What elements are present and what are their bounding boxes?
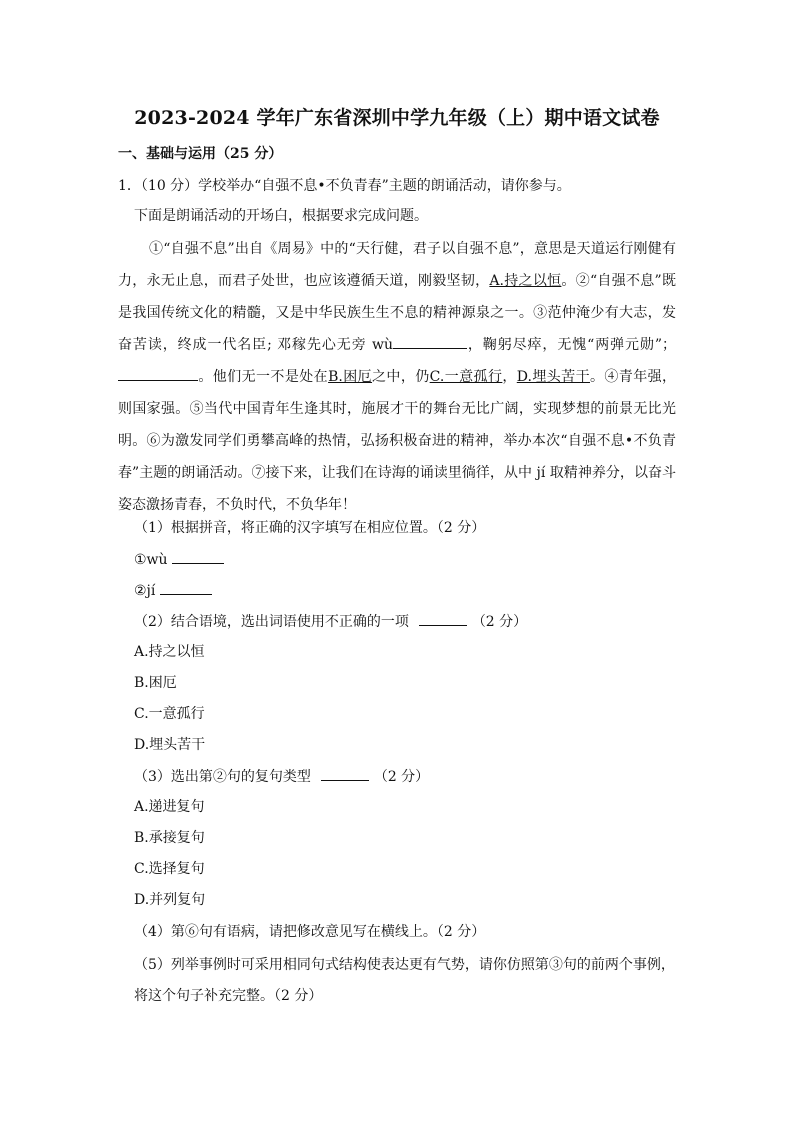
option[interactable]: A.持之以恒 bbox=[134, 644, 205, 660]
sub-question-2 bbox=[134, 611, 527, 632]
answer-blank[interactable] bbox=[321, 766, 369, 781]
option[interactable]: D.埋头苦干 bbox=[134, 737, 206, 753]
sub-question-text: （3）选出第②句的复句类型 bbox=[134, 769, 311, 785]
passage-part: 。④青年强，则国家强。⑤当代中国青年生逢其时，施展才干的舞台无比广阔，实现梦想的前景无比光明。⑥为激发同学们勇攀高峰的热情，弘扬积极奋进的精神，举办本次“自强不息•不负青春”主题的朗诵活动。⑦接下来，让我们在诗海的诵读里徜徉，从中 jí 取精神养分，以奋斗姿态激扬青春，不负时代，不负华年！ bbox=[118, 369, 677, 513]
fill-blank[interactable] bbox=[393, 334, 467, 349]
pinyin-label: ①wù bbox=[134, 552, 168, 568]
sub-question-5-cont: 将这个句子补充完整。（2 分） bbox=[134, 988, 323, 1004]
sub-question-text: （2）结合语境，选出词语使用不正确的一项 bbox=[134, 614, 409, 630]
answer-line-ji bbox=[134, 580, 212, 601]
option-c-underlined: C.一意孤行 bbox=[429, 369, 503, 385]
option[interactable]: D.并列复句 bbox=[134, 892, 206, 908]
pinyin-label: ②jí bbox=[134, 583, 156, 599]
question-intro: 下面是朗诵活动的开场白，根据要求完成问题。 bbox=[134, 208, 428, 224]
answer-blank[interactable] bbox=[160, 580, 212, 595]
score: （2 分） bbox=[471, 614, 528, 630]
passage-part: 。②“自强不息”既是我国传统文化的精髓，又是中华民族生生不息的精神源泉之一。③范仲淹少有大志，发奋苦读，终成一代名臣; 邓稼先心无旁 wù bbox=[118, 273, 676, 353]
option[interactable]: A.递进复句 bbox=[134, 799, 205, 815]
answer-blank[interactable] bbox=[419, 611, 467, 626]
passage-part: 之中，仍 bbox=[372, 369, 430, 385]
answer-line-wu bbox=[134, 549, 224, 570]
section-heading: 一、基础与运用（25 分） bbox=[118, 146, 283, 162]
option[interactable]: C.一意孤行 bbox=[134, 706, 205, 722]
passage bbox=[118, 233, 676, 521]
passage-part: ，鞠躬尽瘁，无愧“两弹元勋”； bbox=[466, 337, 676, 353]
sub-question-4: （4）第⑥句有语病，请把修改意见写在横线上。（2 分） bbox=[134, 924, 486, 940]
passage-part: 。他们无一不是处在 bbox=[198, 369, 329, 385]
option-b-underlined: B.困厄 bbox=[328, 369, 373, 385]
sub-question-5: （5）列举事例时可采用相同句式结构使表达更有气势，请你仿照第③句的前两个事例， bbox=[134, 957, 675, 973]
answer-blank[interactable] bbox=[172, 549, 224, 564]
score: （2 分） bbox=[373, 769, 430, 785]
option[interactable]: B.困厄 bbox=[134, 675, 177, 691]
exam-title: 2023-2024 学年广东省深圳中学九年级（上）期中语文试卷 bbox=[134, 107, 660, 129]
passage-part: ①“自强不息”出自《周易》中的“天行健，君子以自强不息”，意思是天道运行刚健有力，永无止息，而君子处世，也应该遵循天道，刚毅坚韧， bbox=[118, 241, 676, 289]
option-a-underlined: A.持之以恒 bbox=[489, 273, 562, 289]
fill-blank[interactable] bbox=[118, 366, 198, 381]
sub-question-1: （1）根据拼音，将正确的汉字填写在相应位置。（2 分） bbox=[134, 520, 486, 536]
option-d-underlined: D.埋头苦干 bbox=[516, 369, 590, 385]
question-stem: 1．（10 分）学校举办“自强不息•不负青春”主题的朗诵活动，请你参与。 bbox=[118, 178, 571, 194]
passage-part: ， bbox=[502, 369, 517, 385]
sub-question-3 bbox=[134, 766, 429, 787]
option[interactable]: C.选择复句 bbox=[134, 861, 205, 877]
option[interactable]: B.承接复句 bbox=[134, 830, 205, 846]
